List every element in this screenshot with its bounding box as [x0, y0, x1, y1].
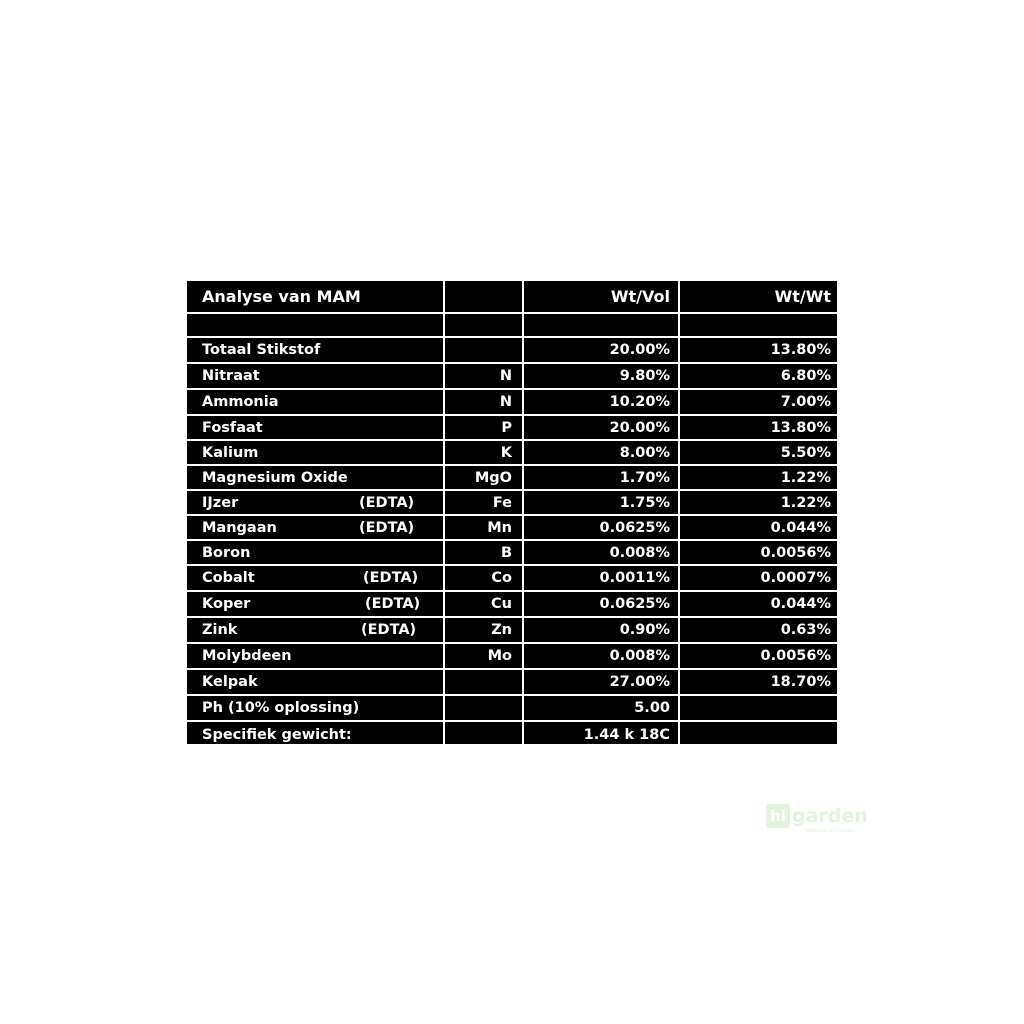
cell-symbol: K	[445, 441, 524, 464]
cell-name: Mangaan	[187, 516, 445, 539]
cell-qualifier: (EDTA)	[361, 622, 417, 638]
cell-symbol	[445, 722, 524, 748]
table-row	[187, 592, 837, 618]
table-row	[187, 644, 837, 670]
cell-wtwt: 0.63%	[780, 622, 831, 638]
cell-wtwt: 0.044%	[770, 519, 831, 536]
table-row	[187, 722, 837, 748]
cell-wtwt	[680, 314, 837, 336]
table-title: Analyse van MAM	[187, 281, 445, 312]
cell-wtwt: 7.00%	[780, 394, 831, 410]
cell-name: Fosfaat	[187, 416, 445, 439]
cell-wtvol: 10.20%	[524, 390, 680, 414]
table-header-row	[187, 281, 837, 314]
cell-wtvol: 5.00	[524, 696, 680, 720]
cell-wtwt	[680, 722, 837, 748]
cell-wtvol: 1.75%	[524, 491, 680, 514]
cell-wtwt: 18.70%	[770, 674, 831, 690]
cell-wtvol: 0.008%	[524, 541, 680, 564]
cell-wtvol: 0.008%	[524, 644, 680, 668]
cell-wtwt: 0.0007%	[760, 570, 831, 586]
cell-wtvol: 20.00%	[524, 338, 680, 362]
cell-name: Koper	[187, 592, 445, 616]
cell-symbol: N	[445, 390, 524, 414]
cell-name: Totaal Stikstof	[187, 338, 445, 362]
cell-symbol: Co	[445, 566, 524, 590]
table-row	[187, 516, 837, 541]
table-row	[187, 416, 837, 441]
cell-symbol: P	[445, 416, 524, 439]
table-row	[187, 696, 837, 722]
table-row	[187, 466, 837, 491]
logo-hi-mark: hi	[766, 804, 790, 828]
cell-name: Nitraat	[187, 364, 445, 388]
cell-name: Kelpak	[187, 670, 445, 694]
cell-symbol	[445, 314, 524, 336]
cell-name: Cobalt	[187, 566, 445, 590]
cell-symbol: Cu	[445, 592, 524, 616]
cell-wtwt: 1.22%	[780, 469, 831, 486]
table-row	[187, 314, 837, 338]
logo-tagline: webshop en tuinen	[806, 828, 854, 834]
cell-wtwt: 6.80%	[780, 368, 831, 384]
cell-wtvol	[524, 314, 680, 336]
cell-name: Boron	[187, 541, 445, 564]
cell-name: Molybdeen	[187, 644, 445, 668]
cell-wtvol: 8.00%	[524, 441, 680, 464]
cell-name: Ammonia	[187, 390, 445, 414]
cell-wtvol: 0.0625%	[524, 516, 680, 539]
cell-symbol: B	[445, 541, 524, 564]
table-row	[187, 390, 837, 416]
cell-name: Kalium	[187, 441, 445, 464]
cell-name: Ph (10% oplossing)	[187, 696, 445, 720]
cell-wtvol: 20.00%	[524, 416, 680, 439]
cell-wtwt: 0.0056%	[760, 648, 831, 664]
cell-wtwt: 1.22%	[780, 494, 831, 511]
table-row	[187, 441, 837, 466]
table-row	[187, 338, 837, 364]
cell-wtwt	[680, 696, 837, 720]
table-row	[187, 541, 837, 566]
cell-symbol: Mn	[445, 516, 524, 539]
cell-symbol: MgO	[445, 466, 524, 489]
cell-qualifier: (EDTA)	[359, 519, 415, 536]
cell-symbol	[445, 696, 524, 720]
cell-wtvol: 9.80%	[524, 364, 680, 388]
cell-wtwt: 0.0056%	[760, 544, 831, 561]
cell-wtvol: 1.44 k 18C	[524, 722, 680, 748]
cell-wtvol: 0.0011%	[524, 566, 680, 590]
header-wtvol: Wt/Vol	[524, 281, 680, 312]
higarden-logo	[766, 804, 876, 838]
cell-wtwt: 5.50%	[780, 444, 831, 461]
cell-wtvol: 1.70%	[524, 466, 680, 489]
cell-qualifier: (EDTA)	[359, 494, 415, 511]
cell-name: Specifiek gewicht:	[187, 722, 445, 748]
cell-symbol	[445, 338, 524, 362]
cell-name: Magnesium Oxide	[187, 466, 445, 489]
cell-wtvol: 0.0625%	[524, 592, 680, 616]
logo-wordmark: garden	[792, 805, 868, 827]
cell-qualifier: (EDTA)	[365, 596, 421, 612]
table-row	[187, 618, 837, 644]
cell-wtwt: 13.80%	[770, 419, 831, 436]
cell-symbol	[445, 670, 524, 694]
cell-name: Zink	[187, 618, 445, 642]
header-wtwt: Wt/Wt	[774, 287, 831, 306]
table-row	[187, 670, 837, 696]
table-row	[187, 491, 837, 516]
cell-symbol: Fe	[445, 491, 524, 514]
header-symbol	[445, 281, 524, 312]
cell-symbol: Zn	[445, 618, 524, 642]
cell-wtvol: 27.00%	[524, 670, 680, 694]
table-row	[187, 566, 837, 592]
cell-name: IJzer	[187, 491, 445, 514]
cell-name	[187, 314, 445, 336]
cell-wtwt: 0.044%	[770, 596, 831, 612]
cell-wtvol: 0.90%	[524, 618, 680, 642]
table-row	[187, 364, 837, 390]
analysis-table	[187, 281, 837, 744]
cell-symbol: Mo	[445, 644, 524, 668]
cell-qualifier: (EDTA)	[363, 570, 419, 586]
cell-symbol: N	[445, 364, 524, 388]
cell-wtwt: 13.80%	[770, 342, 831, 358]
